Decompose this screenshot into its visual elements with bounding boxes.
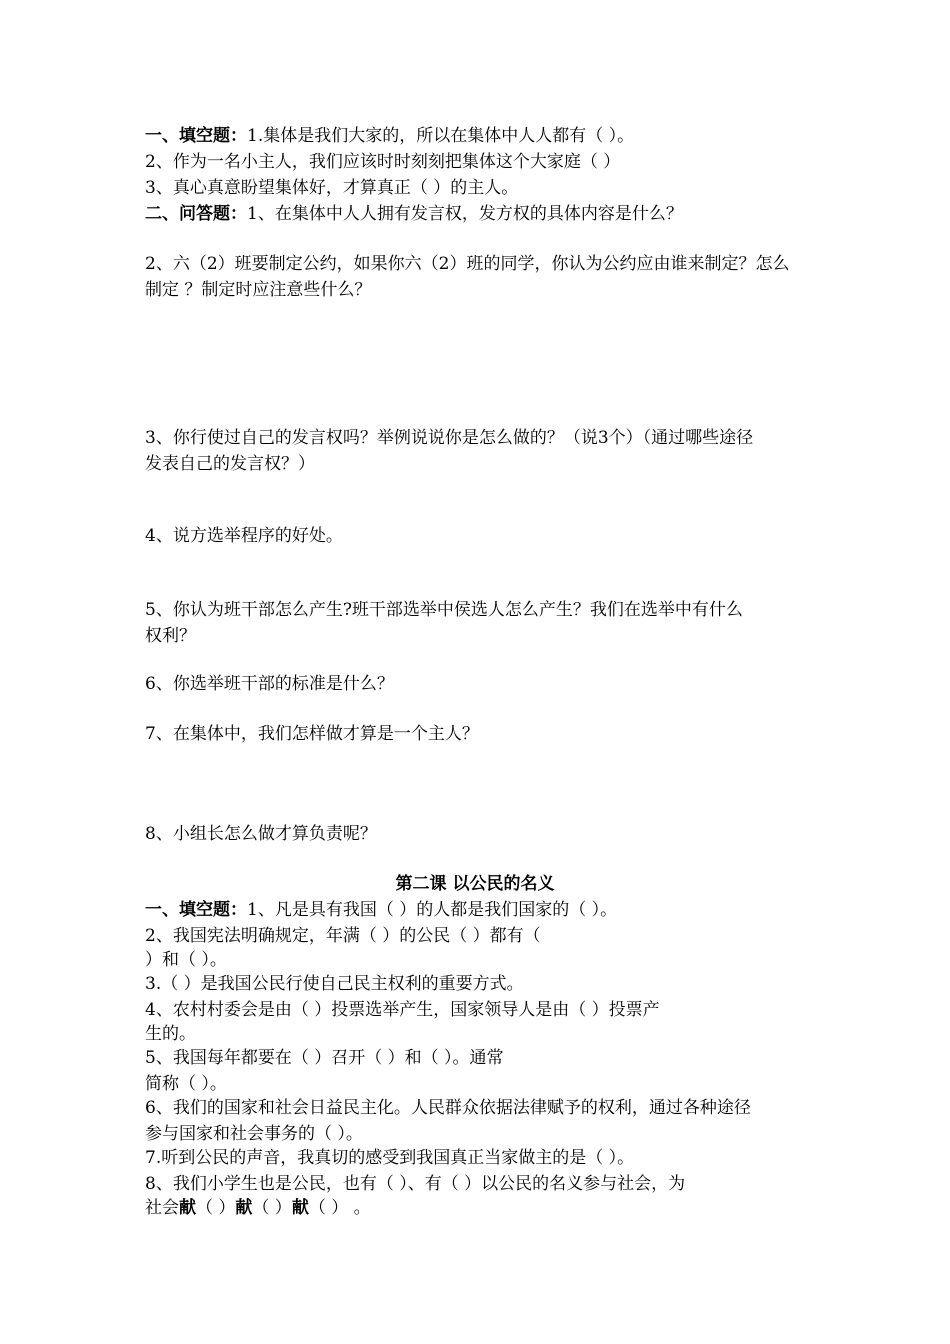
qa-question-1 (145, 202, 805, 226)
blank: （ ） (196, 1198, 236, 1218)
lesson2-fill-question-4-line1: 4、农村村委会是由（ ）投票选举产生，国家领导人是由（ ）投票产 (145, 1000, 660, 1020)
fill-heading: 一、填空题： (145, 126, 247, 146)
bold-word: 献 (179, 1198, 196, 1218)
fill-question-1-text: 1.集体是我们大家的，所以在集体中人人都有（ ）。 (247, 126, 635, 146)
lesson2-fill-question-6-line1: 6、我们的国家和社会日益民主化。人民群众依据法律赋予的权利，通过各种途径 (145, 1098, 751, 1118)
qa-question-3-line2: 发表自己的发言权？） (145, 454, 315, 474)
lesson2-fill-question-1 (145, 898, 805, 922)
lesson2-fill-question-3: 3.（ ）是我国公民行使自己民主权利的重要方式。 (145, 974, 524, 994)
qa-question-2-line2: 制定 ？制定时应注意些什么？ (145, 280, 372, 300)
bold-word: 献 (235, 1198, 253, 1218)
lesson2-fill-question-2-line2: ）和（ ）。 (145, 950, 227, 970)
lesson2-fill-question-8-line1: 8、我们小学生也是公民，也有（ ）、有（ ）以公民的名义参与社会，为 (145, 1174, 686, 1194)
qa-question-6: 6、你选举班干部的标准是什么？ (145, 674, 394, 694)
qa-question-7: 7、在集体中，我们怎样做才算是一个主人？ (145, 724, 479, 744)
bold-word: 献 (291, 1198, 309, 1218)
fill-question-2: 2、作为一名小主人，我们应该时时刻刻把集体这个大家庭（ ） (145, 152, 621, 172)
fill-question-3: 3、真心真意盼望集体好，才算真正（ ）的主人。 (145, 178, 519, 198)
qa-question-5-line2: 权利？ (145, 626, 196, 646)
lesson2-fill-question-4-line2: 生的。 (145, 1024, 196, 1044)
lesson2-fill-question-7: 7.听到公民的声音，我真切的感受到我国真正当家做主的是（ ）。 (145, 1148, 635, 1168)
lesson2-fill-question-2-line1: 2、我国宪法明确规定，年满（ ）的公民（ ）都有（ (145, 926, 541, 946)
lesson2-fill-question-5-line2: 简称（ ）。 (145, 1074, 227, 1094)
lesson2-fill-question-6-line2: 参与国家和社会事务的（ ）。 (145, 1124, 363, 1144)
qa-question-5-line1: 5、你认为班干部怎么产生?班干部选举中侯选人怎么产生？我们在选举中有什么 (145, 600, 743, 620)
fill-question-1 (145, 124, 805, 148)
lesson2-fill-heading: 一、填空题： (145, 900, 247, 920)
qa-question-2-line1: 2、六（2）班要制定公约，如果你六（2）班的同学，你认为公约应由谁来制定？怎么 (145, 254, 790, 274)
lesson2-fill-question-5-line1: 5、我国每年都要在（ ）召开（ ）和（ ）。通常 (145, 1048, 504, 1068)
qa-question-4: 4、说方选举程序的好处。 (145, 526, 343, 546)
lesson2-fill-question-1-text: 1、凡是具有我国（ ）的人都是我们国家的（ ）。 (247, 900, 618, 920)
qa-question-3-line1: 3、你行使过自己的发言权吗？举例说说你是怎么做的？（说3个）（通过哪些途径 (145, 428, 754, 448)
text-fragment: 社会 (145, 1198, 179, 1218)
qa-heading: 二、问答题： (145, 204, 247, 224)
lesson-title: 第二课 以公民的名义 (395, 874, 555, 894)
qa-question-8: 8、小组长怎么做才算负责呢？ (145, 824, 377, 844)
lesson2-fill-question-8-line2 (145, 1196, 805, 1220)
blank: （ ） 。 (308, 1198, 371, 1218)
qa-question-1-text: 1、在集体中人人拥有发言权，发方权的具体内容是什么？ (247, 204, 683, 224)
blank: （ ） (252, 1198, 292, 1218)
